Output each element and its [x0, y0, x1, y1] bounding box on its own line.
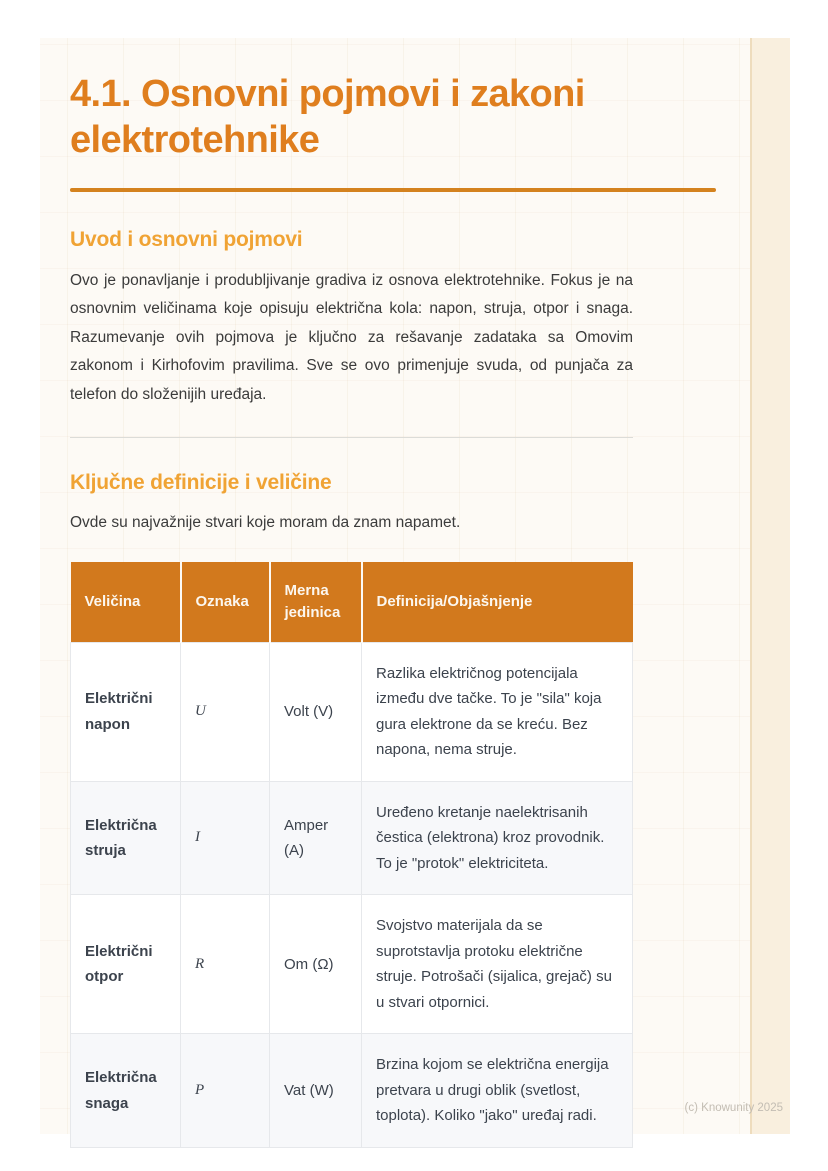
section-heading-definitions: Ključne definicije i veličine	[70, 470, 332, 494]
section-heading-intro: Uvod i osnovni pojmovi	[70, 227, 303, 251]
page-title: 4.1. Osnovni pojmovi i zakoni elektrotehnike	[70, 73, 585, 161]
quantity-unit: Volt (V)	[270, 642, 362, 781]
header-quantity: Veličina	[71, 562, 181, 642]
definitions-lead-text: Ovde su najvažnije stvari koje moram da znam napamet.	[70, 513, 461, 531]
quantity-name: Električna struja	[71, 781, 181, 895]
quantity-name: Električni otpor	[71, 895, 181, 1034]
quantity-name: Električna snaga	[71, 1034, 181, 1148]
quantity-symbol: P	[181, 1034, 270, 1148]
copyright-note: (c) Knowunity 2025	[684, 1102, 783, 1114]
quantity-unit: Amper (A)	[270, 781, 362, 895]
quantity-symbol: R	[181, 895, 270, 1034]
header-definition: Definicija/Objašnjenje	[362, 562, 633, 642]
table-row	[71, 1034, 633, 1148]
quantity-name: Električni napon	[71, 642, 181, 781]
table-header-row	[71, 562, 633, 642]
quantity-definition: Svojstvo materijala da se suprotstavlja protoku električne struje. Potrošači (sijalica, grejač) su u stvari otpornici.	[362, 895, 633, 1034]
table-row	[71, 895, 633, 1034]
header-symbol: Oznaka	[181, 562, 270, 642]
page-content	[40, 38, 790, 1148]
intro-paragraph: Ovo je ponavljanje i produbljivanje gradiva iz osnova elektrotehnike. Fokus je na osnovnim veličinama koje opisuju električna kola: napon, struja, otpor i snaga. Razumevanje ovih pojmova je ključno za rešavanje zadataka sa Omovim zakonom i Kirhofovim pravilima. Sve se ovo primenjuje svuda, od punjača za telefon do složenijih uređaja.	[70, 271, 633, 403]
header-unit: Merna jedinica	[270, 562, 362, 642]
quantity-symbol: U	[181, 642, 270, 781]
table-row	[71, 642, 633, 781]
quantity-unit: Vat (W)	[270, 1034, 362, 1148]
quantity-symbol: I	[181, 781, 270, 895]
definitions-table	[70, 562, 633, 1148]
quantity-definition: Uređeno kretanje naelektrisanih čestica (elektrona) kroz provodnik. To je "protok" elektriciteta.	[362, 781, 633, 895]
quantity-definition: Brzina kojom se električna energija pretvara u drugi oblik (svetlost, toplota). Koliko "jako" uređaj radi.	[362, 1034, 633, 1148]
table-row	[71, 781, 633, 895]
note-page-card	[40, 38, 790, 1134]
quantity-unit: Om (Ω)	[270, 895, 362, 1034]
title-underline-rule	[70, 188, 716, 192]
quantity-definition: Razlika električnog potencijala između dve tačke. To je "sila" koja gura elektrone da se kreću. Bez napona, nema struje.	[362, 642, 633, 781]
section-divider	[70, 437, 633, 438]
